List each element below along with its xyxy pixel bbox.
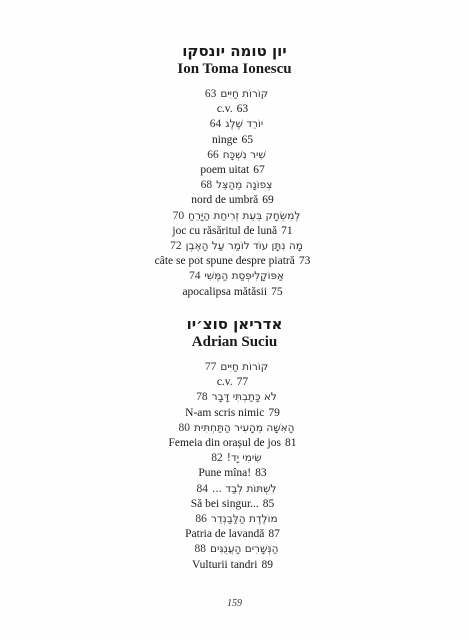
toc-entry xyxy=(0,375,469,390)
toc-title-hebrew: אַפּוֹקָלִיפְּסַת הַמֶּשִׁי xyxy=(204,270,285,283)
toc-title-hebrew: לְמִשְׂחָק בְּעֵת זְרִיחַת הַיָּרֵחַ xyxy=(188,209,301,222)
toc-page-number: 70 xyxy=(172,209,185,222)
toc-entry xyxy=(0,117,469,132)
toc-title-romanian: Vulturii tandri xyxy=(192,558,258,571)
toc-page-number: 64 xyxy=(209,118,222,131)
toc-title-hebrew: מָה נִתָּן עוֹד לוֹמַר עַל הָאֶבֶן xyxy=(185,240,303,253)
toc-title-hebrew: שִׂימִי יָד! xyxy=(226,452,262,465)
toc-page-number: 77 xyxy=(236,376,249,389)
toc-entry xyxy=(0,254,469,269)
toc-title-hebrew: צְפוֹנָה מֵהַצֵּל xyxy=(216,179,273,192)
toc-title-romanian: nord de umbră xyxy=(191,194,259,207)
toc-page-number: 88 xyxy=(194,543,207,556)
toc-entry xyxy=(0,239,469,254)
toc-entry xyxy=(0,269,469,284)
toc-entry xyxy=(0,497,469,512)
toc-entry xyxy=(0,512,469,527)
toc-title-hebrew: קוֹרוֹת חַיִּים xyxy=(220,361,269,373)
toc-entry xyxy=(0,558,469,573)
toc-title-romanian: Femeia din orașul de jos xyxy=(168,437,281,450)
toc-entry xyxy=(0,148,469,163)
toc-entry xyxy=(0,193,469,208)
toc-title-romanian: c.v. xyxy=(216,376,233,389)
toc-page-number: 75 xyxy=(271,285,283,298)
toc-page-number: 72 xyxy=(170,240,182,253)
toc-title-hebrew: קוֹרוֹת חַיִּים xyxy=(220,88,269,100)
toc-page-number: 67 xyxy=(253,164,265,177)
toc-page-number: 81 xyxy=(284,437,297,450)
toc-page-number: 63 xyxy=(236,103,249,116)
toc-entry xyxy=(0,421,469,436)
toc-entry xyxy=(0,482,469,497)
toc-title-hebrew: מוֹלֶדֶת הַלַּבַנְדֵר xyxy=(210,513,278,526)
author-name-hebrew: אדריאן סוצ׳יו xyxy=(186,315,283,333)
toc-entry xyxy=(0,390,469,405)
toc-page-number: 82 xyxy=(211,452,223,465)
toc-entry xyxy=(0,451,469,466)
toc-page-number: 77 xyxy=(204,361,217,373)
toc-page-number: 71 xyxy=(281,224,293,237)
toc-list xyxy=(0,87,469,300)
toc-entry xyxy=(0,133,469,148)
toc-page-number: 78 xyxy=(196,391,208,404)
toc-page-number: 74 xyxy=(188,270,201,283)
toc-title-romanian: poem uitat xyxy=(200,164,250,177)
author-name-romanian: Ion Toma Ionescu xyxy=(177,61,292,77)
toc-title-hebrew: הַנְּשָׁרִים הָעֲנֻגִּים xyxy=(210,543,279,556)
toc-page-number: 68 xyxy=(200,179,213,192)
toc-page-number: 89 xyxy=(261,558,273,571)
toc-entry xyxy=(0,360,469,375)
toc-page-number: 63 xyxy=(204,88,217,100)
toc-page-number: 73 xyxy=(298,255,311,268)
toc-title-romanian: apocalipsa mătăsii xyxy=(182,285,268,298)
toc-title-hebrew: לֹא כָּתַבְתִּי דָּבָר xyxy=(211,391,277,404)
toc-page-number: 69 xyxy=(262,194,274,207)
author-name-hebrew: יון טומה יונסקו xyxy=(182,42,287,60)
toc-title-hebrew: יוֹרֵד שֶׁלֶג xyxy=(225,118,264,131)
toc-entry xyxy=(0,542,469,557)
toc-title-hebrew: הָאִשָּׁה מֵהָעִיר הַתַּחְתִּית xyxy=(193,421,295,434)
toc-page-number: 79 xyxy=(268,406,280,419)
toc-entry xyxy=(0,209,469,224)
toc-section-ion-toma-ionescu xyxy=(0,42,469,300)
toc-page-number: 65 xyxy=(241,133,254,146)
toc-title-romanian: ninge xyxy=(211,133,238,146)
toc-entry xyxy=(0,466,469,481)
toc-page-number: 83 xyxy=(255,467,267,480)
toc-page-number: 87 xyxy=(268,528,280,541)
toc-entry xyxy=(0,436,469,451)
toc-entry xyxy=(0,224,469,239)
toc-title-romanian: Patria de lavandă xyxy=(185,528,265,541)
toc-entry xyxy=(0,102,469,117)
toc-page-number: 85 xyxy=(262,497,275,510)
toc-page-number: 66 xyxy=(207,148,219,161)
toc-page-number: 80 xyxy=(178,421,190,434)
toc-title-romanian: N-am scris nimic xyxy=(185,406,265,419)
toc-entry xyxy=(0,285,469,300)
author-name-romanian: Adrian Suciu xyxy=(191,334,278,350)
toc-title-romanian: câte se pot spune despre piatră xyxy=(154,255,295,268)
toc-entry xyxy=(0,87,469,102)
toc-entry xyxy=(0,406,469,421)
toc-title-hebrew: לִשְׁתּוֹת לְבַד ... xyxy=(211,482,277,495)
toc-title-romanian: c.v. xyxy=(216,103,233,116)
page-number: 159 xyxy=(227,598,242,609)
toc-title-romanian: Pune mîna! xyxy=(198,467,252,480)
toc-page-number: 84 xyxy=(196,482,208,495)
toc-title-romanian: joc cu răsăritul de lună xyxy=(172,224,278,237)
toc-section-adrian-suciu xyxy=(0,315,469,573)
toc-entry xyxy=(0,527,469,542)
toc-entry xyxy=(0,163,469,178)
toc-entry xyxy=(0,178,469,193)
toc-title-hebrew: שִׁיר נִשְׁכָּח xyxy=(222,148,266,161)
toc-page-number: 86 xyxy=(195,513,207,526)
toc-title-romanian: Să bei singur... xyxy=(190,497,259,510)
toc-list xyxy=(0,360,469,573)
